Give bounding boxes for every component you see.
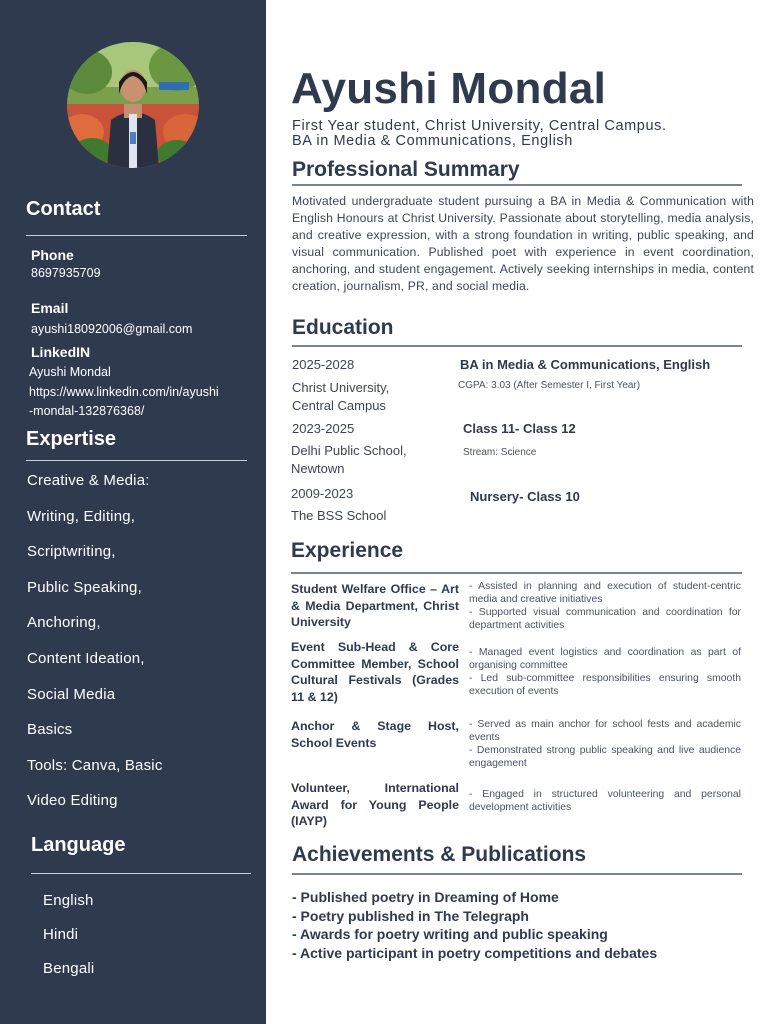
language-item: Bengali [43, 960, 95, 977]
education-degree: Nursery- Class 10 [470, 489, 580, 504]
achievements-heading: Achievements & Publications [292, 843, 587, 866]
summary-text: Motivated undergraduate student pursuing a BA in Media & Communication with English Honours at Christ University. Passionate about storytelling, media analysis, and creative expression, with a strong foundation in writing, public speaking, and visual communication. Published poet with experience in event coordination, anchoring, and student engagement. Actively seeking internships in media, content creation, journalism, PR, and social media. [292, 194, 754, 293]
experience-point: - Engaged in structured volunteering and personal development activities [469, 789, 741, 813]
education-dates: 2023-2025 [292, 421, 355, 436]
education-detail: Stream: Science [463, 447, 537, 458]
linkedin-url-line1[interactable]: https://www.linkedin.com/in/ayushi [29, 385, 219, 399]
experience-role: Volunteer, International Award for Young People (IAYP) [291, 781, 459, 828]
profile-photo [67, 42, 199, 168]
education-detail: CGPA: 3.03 (After Semester I, First Year) [458, 380, 641, 391]
experience-details [469, 718, 741, 770]
contact-divider [26, 235, 247, 236]
education-dates: 2009-2023 [291, 486, 354, 501]
contact-heading: Contact [26, 198, 101, 220]
phone-value: 8697935709 [31, 266, 101, 280]
expertise-heading: Expertise [26, 428, 117, 450]
experience-details [469, 580, 741, 632]
education-heading: Education [292, 316, 394, 339]
experience-point: - Managed event logistics and coordination as part of organising committee [469, 647, 741, 671]
achievements-list [292, 888, 672, 962]
expertise-item: Social Media [27, 686, 116, 703]
tagline-line2: BA in Media & Communications, English [292, 133, 573, 149]
experience-role: Student Welfare Office – Art & Media Department, Christ University [291, 582, 459, 629]
expertise-item: Content Ideation, [27, 650, 145, 667]
summary-heading: Professional Summary [292, 158, 520, 181]
expertise-item: Public Speaking, [27, 579, 142, 596]
education-institution: Delhi Public School, Newtown [291, 443, 407, 476]
education-divider [292, 345, 742, 347]
experience-details [469, 646, 741, 698]
expertise-item: Basics [27, 721, 73, 738]
experience-details [469, 788, 741, 814]
education-institution: Christ University, Central Campus [292, 380, 390, 413]
achievement-item: - Active participant in poetry competitions and debates [292, 944, 658, 961]
expertise-item: Writing, Editing, [27, 508, 136, 525]
education-institution: The BSS School [291, 508, 387, 523]
main-content [266, 0, 768, 1024]
language-item: English [43, 892, 94, 909]
experience-divider [291, 572, 742, 574]
expertise-item: Scriptwriting, [27, 543, 116, 560]
education-degree: Class 11- Class 12 [463, 421, 576, 436]
experience-point: - Assisted in planning and execution of student-centric media and creative initiatives [469, 581, 741, 605]
linkedin-url-line2[interactable]: -mondal-132876368/ [29, 404, 145, 418]
achievements-divider [292, 873, 742, 875]
language-item: Hindi [43, 926, 79, 943]
email-label: Email [31, 300, 69, 316]
achievement-item: - Awards for poetry writing and public speaking [292, 926, 608, 942]
experience-point: - Demonstrated strong public speaking and live audience engagement [469, 745, 741, 769]
experience-role: Anchor & Stage Host, School Events [291, 719, 459, 750]
education-dates: 2025-2028 [292, 357, 355, 372]
expertise-item: Tools: Canva, Basic [27, 757, 163, 774]
sidebar [0, 0, 266, 1024]
candidate-name: Ayushi Mondal [291, 64, 607, 113]
experience-heading: Experience [291, 539, 404, 562]
language-divider [31, 873, 251, 874]
linkedin-name: Ayushi Mondal [29, 365, 111, 379]
expertise-item: Creative & Media: [27, 472, 150, 489]
experience-role: Event Sub-Head & Core Committee Member, School Cultural Festivals (Grades 11 & 12) [291, 640, 459, 704]
achievement-item: - Published poetry in Dreaming of Home [292, 889, 559, 905]
expertise-item: Anchoring, [27, 614, 101, 631]
experience-point: - Led sub-committee responsibilities ensuring smooth execution of events [469, 673, 741, 697]
achievement-item: - Poetry published in The Telegraph [292, 907, 529, 924]
experience-point: - Served as main anchor for school fests and academic events [469, 719, 741, 743]
experience-point: - Supported visual communication and coordination for department activities [469, 607, 741, 631]
phone-label: Phone [31, 247, 74, 263]
expertise-divider [26, 460, 247, 461]
language-heading: Language [31, 834, 126, 856]
tagline-line1: First Year student, Christ University, Central Campus. [292, 118, 667, 134]
linkedin-label: LinkedIN [31, 344, 91, 360]
email-link[interactable]: ayushi18092006@gmail.com [31, 322, 193, 336]
education-degree: BA in Media & Communications, English [460, 357, 711, 372]
expertise-item: Video Editing [27, 792, 118, 809]
summary-divider [292, 184, 742, 186]
